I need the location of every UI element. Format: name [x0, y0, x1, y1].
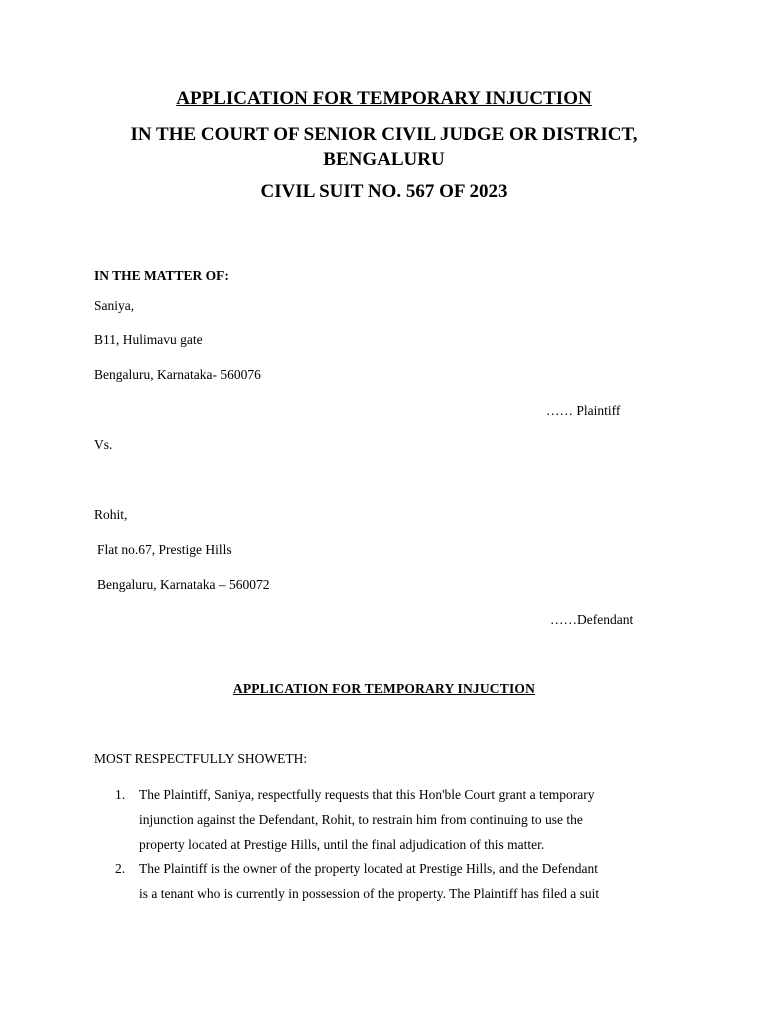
- showeth-label: MOST RESPECTFULLY SHOWETH:: [94, 751, 308, 766]
- suit-number: CIVIL SUIT NO. 567 OF 2023: [260, 181, 508, 202]
- plaintiff-address-line1: B11, Hulimavu gate: [94, 332, 203, 347]
- court-name-line2: BENGALURU: [323, 149, 445, 170]
- plaintiff-name: Saniya,: [94, 298, 135, 313]
- point-text-line: injunction against the Defendant, Rohit, to restrain him from continuing to use the: [139, 811, 583, 827]
- document-title: APPLICATION FOR TEMPORARY INJUCTION: [176, 88, 592, 109]
- versus-label: Vs.: [94, 437, 113, 452]
- numbered-points: [115, 783, 675, 907]
- point-item: [115, 783, 675, 857]
- matter-label: IN THE MATTER OF:: [94, 268, 229, 283]
- point-number: 2.: [115, 861, 126, 877]
- plaintiff-address-line2: Bengaluru, Karnataka- 560076: [94, 367, 261, 382]
- plaintiff-role: …… Plaintiff: [546, 403, 621, 418]
- court-name-line1: IN THE COURT OF SENIOR CIVIL JUDGE OR DISTRICT,: [130, 124, 638, 145]
- defendant-role: ……Defendant: [550, 612, 634, 627]
- defendant-address-line1: Flat no.67, Prestige Hills: [97, 542, 232, 557]
- defendant-name: Rohit,: [94, 507, 128, 522]
- point-text-line: The Plaintiff, Saniya, respectfully requests that this Hon'ble Court grant a temporary: [139, 787, 595, 802]
- point-text-line: property located at Prestige Hills, until the final adjudication of this matter.: [139, 836, 545, 852]
- point-text-line: is a tenant who is currently in possession of the property. The Plaintiff has filed a suit: [139, 886, 600, 902]
- application-title: APPLICATION FOR TEMPORARY INJUCTION: [232, 681, 536, 696]
- point-text-line: The Plaintiff is the owner of the property located at Prestige Hills, and the Defendant: [139, 861, 598, 877]
- defendant-address-line2: Bengaluru, Karnataka – 560072: [97, 577, 270, 592]
- point-item: [115, 857, 675, 907]
- point-number: 1.: [115, 787, 126, 802]
